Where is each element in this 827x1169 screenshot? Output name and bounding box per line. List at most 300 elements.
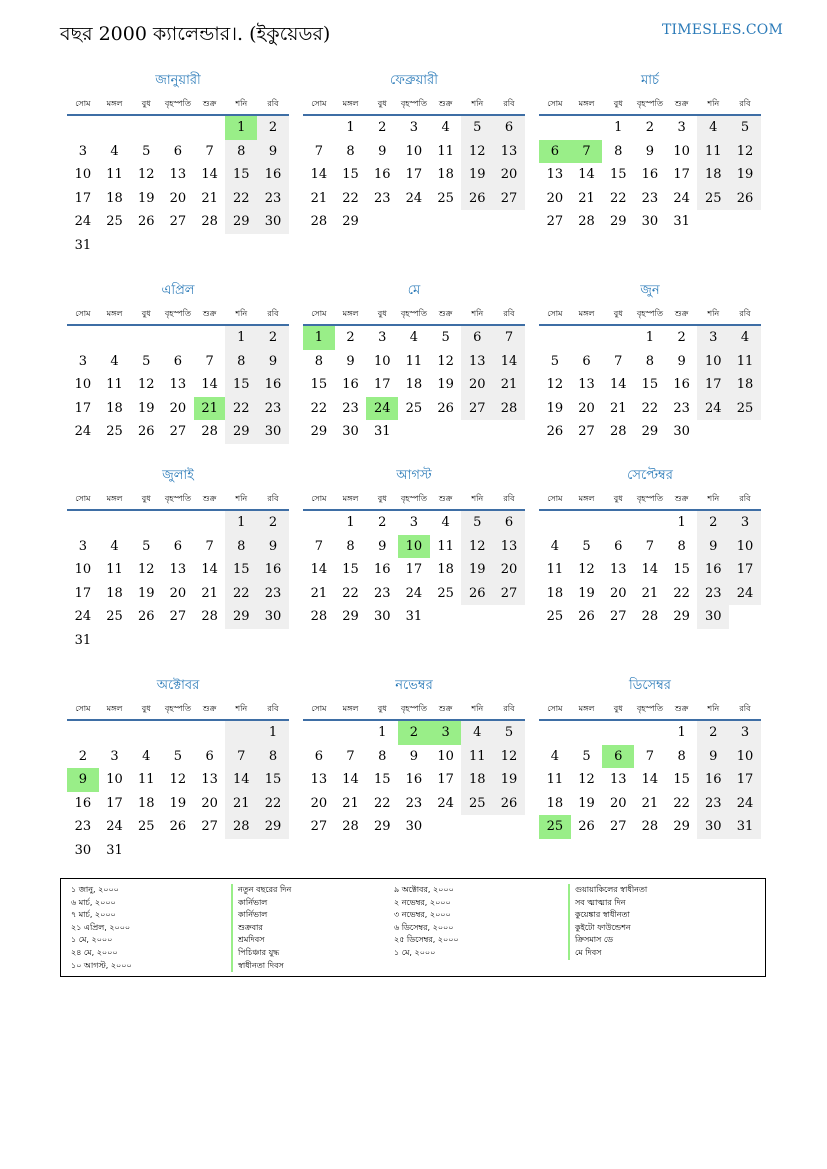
day-cell[interactable]: 30 — [673, 424, 690, 439]
day-cell[interactable]: 24 — [673, 190, 690, 206]
holiday-day-cell[interactable]: 6 — [539, 140, 571, 164]
day-cell[interactable]: 3 — [677, 120, 686, 135]
day-cell[interactable]: 1 — [346, 120, 355, 135]
day-cell[interactable]: 29 — [641, 424, 659, 439]
holiday-day-cell[interactable]: 1 — [225, 116, 257, 140]
day-cell[interactable]: 8 — [614, 143, 623, 159]
day-cell[interactable]: 6 — [314, 748, 323, 764]
day-cell[interactable]: 9 — [697, 535, 729, 559]
day-cell[interactable]: 6 — [173, 538, 183, 554]
day-cell[interactable]: 18 — [437, 167, 454, 182]
day-cell[interactable]: 1 — [225, 511, 257, 535]
day-cell[interactable]: 21 — [201, 585, 218, 601]
day-cell[interactable]: 5 — [461, 116, 493, 140]
day-cell[interactable]: 12 — [137, 377, 155, 392]
day-cell[interactable]: 14 — [641, 772, 659, 787]
day-cell[interactable]: 23 — [257, 397, 289, 421]
day-cell[interactable]: 20 — [461, 373, 493, 397]
day-cell[interactable]: 21 — [201, 190, 218, 206]
day-cell[interactable]: 22 — [225, 397, 257, 421]
day-cell[interactable]: 2 — [378, 515, 387, 530]
day-cell[interactable]: 12 — [437, 353, 454, 369]
day-cell[interactable]: 18 — [697, 163, 729, 187]
day-cell[interactable]: 19 — [729, 163, 761, 187]
day-cell[interactable]: 23 — [641, 190, 659, 206]
day-cell[interactable]: 15 — [609, 167, 627, 182]
day-cell[interactable]: 26 — [137, 609, 155, 624]
day-cell[interactable]: 22 — [641, 400, 659, 416]
day-cell[interactable]: 17 — [673, 167, 690, 182]
day-cell[interactable]: 11 — [437, 143, 454, 159]
day-cell[interactable]: 4 — [110, 353, 119, 369]
holiday-day-cell[interactable]: 24 — [366, 397, 398, 421]
day-cell[interactable]: 4 — [441, 515, 450, 530]
day-cell[interactable]: 15 — [257, 768, 289, 792]
day-cell[interactable]: 9 — [378, 143, 387, 159]
day-cell[interactable]: 23 — [342, 400, 359, 416]
day-cell[interactable]: 8 — [225, 350, 257, 374]
day-cell[interactable]: 21 — [310, 190, 328, 206]
day-cell[interactable]: 8 — [225, 140, 257, 164]
day-cell[interactable]: 15 — [373, 772, 391, 787]
day-cell[interactable]: 1 — [677, 725, 686, 740]
day-cell[interactable]: 12 — [546, 377, 564, 392]
day-cell[interactable]: 4 — [697, 116, 729, 140]
day-cell[interactable]: 10 — [697, 350, 729, 374]
day-cell[interactable]: 15 — [342, 167, 359, 182]
day-cell[interactable]: 26 — [546, 424, 564, 439]
day-cell[interactable]: 21 — [578, 190, 595, 206]
day-cell[interactable]: 23 — [373, 190, 391, 206]
day-cell[interactable]: 7 — [205, 143, 214, 159]
day-cell[interactable]: 20 — [201, 795, 218, 811]
day-cell[interactable]: 2 — [677, 330, 686, 345]
day-cell[interactable]: 25 — [405, 400, 423, 416]
day-cell[interactable]: 1 — [257, 721, 289, 745]
day-cell[interactable]: 22 — [342, 190, 359, 206]
day-cell[interactable]: 30 — [697, 605, 729, 629]
day-cell[interactable]: 11 — [405, 353, 423, 369]
day-cell[interactable]: 18 — [405, 377, 423, 392]
day-cell[interactable]: 10 — [673, 143, 690, 159]
day-cell[interactable]: 30 — [74, 842, 92, 858]
day-cell[interactable]: 13 — [609, 562, 627, 577]
day-cell[interactable]: 11 — [106, 377, 123, 392]
day-cell[interactable]: 16 — [641, 167, 659, 182]
day-cell[interactable]: 19 — [493, 768, 525, 792]
day-cell[interactable]: 26 — [137, 214, 155, 229]
day-cell[interactable]: 13 — [493, 140, 525, 164]
day-cell[interactable]: 19 — [137, 585, 155, 601]
day-cell[interactable]: 11 — [106, 562, 123, 577]
day-cell[interactable]: 31 — [673, 214, 690, 229]
day-cell[interactable]: 16 — [697, 558, 729, 582]
day-cell[interactable]: 27 — [169, 214, 187, 229]
day-cell[interactable]: 6 — [205, 748, 214, 764]
day-cell[interactable]: 28 — [342, 819, 359, 834]
day-cell[interactable]: 14 — [225, 768, 257, 792]
day-cell[interactable]: 24 — [405, 190, 423, 206]
day-cell[interactable]: 22 — [310, 400, 328, 416]
day-cell[interactable]: 30 — [257, 210, 289, 234]
holiday-day-cell[interactable]: 25 — [539, 815, 571, 839]
day-cell[interactable]: 24 — [74, 609, 92, 624]
day-cell[interactable]: 4 — [142, 748, 151, 764]
day-cell[interactable]: 27 — [609, 609, 627, 624]
day-cell[interactable]: 4 — [461, 721, 493, 745]
day-cell[interactable]: 11 — [546, 562, 564, 577]
day-cell[interactable]: 22 — [673, 585, 690, 601]
day-cell[interactable]: 19 — [137, 400, 155, 416]
day-cell[interactable]: 8 — [378, 748, 387, 764]
day-cell[interactable]: 14 — [310, 562, 328, 577]
day-cell[interactable]: 1 — [225, 326, 257, 350]
day-cell[interactable]: 11 — [729, 350, 761, 374]
day-cell[interactable]: 28 — [201, 424, 218, 439]
day-cell[interactable]: 20 — [609, 795, 627, 811]
day-cell[interactable]: 6 — [493, 511, 525, 535]
day-cell[interactable]: 7 — [645, 748, 655, 764]
day-cell[interactable]: 12 — [493, 745, 525, 769]
day-cell[interactable]: 16 — [257, 163, 289, 187]
day-cell[interactable]: 18 — [137, 795, 155, 811]
day-cell[interactable]: 30 — [257, 605, 289, 629]
day-cell[interactable]: 14 — [310, 167, 328, 182]
day-cell[interactable]: 27 — [169, 609, 187, 624]
day-cell[interactable]: 14 — [493, 350, 525, 374]
day-cell[interactable]: 17 — [697, 373, 729, 397]
day-cell[interactable]: 21 — [342, 795, 359, 811]
day-cell[interactable]: 13 — [493, 535, 525, 559]
day-cell[interactable]: 10 — [74, 167, 92, 182]
site-link[interactable]: TIMESLES.COM — [662, 22, 783, 38]
day-cell[interactable]: 21 — [310, 585, 328, 601]
day-cell[interactable]: 4 — [110, 538, 119, 554]
day-cell[interactable]: 11 — [546, 772, 564, 787]
day-cell[interactable]: 2 — [697, 721, 729, 745]
day-cell[interactable]: 13 — [578, 377, 595, 392]
day-cell[interactable]: 21 — [641, 585, 659, 601]
day-cell[interactable]: 5 — [142, 353, 151, 369]
day-cell[interactable]: 25 — [106, 424, 123, 439]
day-cell[interactable]: 3 — [729, 721, 761, 745]
day-cell[interactable]: 6 — [582, 353, 591, 369]
day-cell[interactable]: 29 — [673, 819, 690, 834]
day-cell[interactable]: 18 — [106, 190, 123, 206]
day-cell[interactable]: 12 — [137, 562, 155, 577]
day-cell[interactable]: 23 — [257, 187, 289, 211]
day-cell[interactable]: 15 — [225, 558, 257, 582]
day-cell[interactable]: 5 — [582, 748, 591, 764]
day-cell[interactable]: 4 — [550, 538, 559, 554]
day-cell[interactable]: 9 — [346, 353, 355, 369]
day-cell[interactable]: 4 — [110, 143, 119, 159]
day-cell[interactable]: 11 — [697, 140, 729, 164]
day-cell[interactable]: 8 — [346, 538, 355, 554]
day-cell[interactable]: 18 — [437, 562, 454, 577]
day-cell[interactable]: 16 — [257, 558, 289, 582]
day-cell[interactable]: 2 — [346, 330, 355, 345]
day-cell[interactable]: 14 — [609, 377, 627, 392]
day-cell[interactable]: 10 — [405, 143, 423, 159]
day-cell[interactable]: 30 — [257, 420, 289, 444]
day-cell[interactable]: 31 — [405, 609, 423, 624]
day-cell[interactable]: 14 — [578, 167, 595, 182]
day-cell[interactable]: 22 — [373, 795, 391, 811]
day-cell[interactable]: 22 — [342, 585, 359, 601]
day-cell[interactable]: 26 — [461, 582, 493, 606]
day-cell[interactable]: 29 — [342, 609, 359, 624]
day-cell[interactable]: 20 — [310, 795, 328, 811]
day-cell[interactable]: 8 — [677, 538, 686, 554]
holiday-day-cell[interactable]: 21 — [194, 397, 226, 421]
day-cell[interactable]: 20 — [169, 190, 187, 206]
day-cell[interactable]: 27 — [493, 582, 525, 606]
day-cell[interactable]: 22 — [609, 190, 627, 206]
day-cell[interactable]: 13 — [169, 562, 187, 577]
day-cell[interactable]: 10 — [373, 353, 391, 369]
day-cell[interactable]: 15 — [673, 562, 690, 577]
day-cell[interactable]: 25 — [137, 819, 155, 834]
day-cell[interactable]: 13 — [201, 772, 218, 787]
day-cell[interactable]: 26 — [137, 424, 155, 439]
day-cell[interactable]: 19 — [578, 795, 595, 811]
day-cell[interactable]: 25 — [437, 585, 454, 601]
day-cell[interactable]: 23 — [373, 585, 391, 601]
day-cell[interactable]: 10 — [74, 562, 92, 577]
day-cell[interactable]: 19 — [437, 377, 454, 392]
day-cell[interactable]: 26 — [578, 819, 595, 834]
day-cell[interactable]: 24 — [74, 214, 92, 229]
holiday-day-cell[interactable]: 2 — [398, 721, 430, 745]
day-cell[interactable]: 24 — [437, 795, 454, 811]
day-cell[interactable]: 17 — [405, 167, 423, 182]
day-cell[interactable]: 10 — [729, 535, 761, 559]
day-cell[interactable]: 30 — [342, 424, 359, 439]
day-cell[interactable]: 16 — [673, 377, 690, 392]
day-cell[interactable]: 15 — [641, 377, 659, 392]
day-cell[interactable]: 29 — [310, 424, 328, 439]
day-cell[interactable]: 8 — [346, 143, 355, 159]
day-cell[interactable]: 12 — [729, 140, 761, 164]
day-cell[interactable]: 23 — [697, 792, 729, 816]
day-cell[interactable]: 31 — [74, 632, 92, 648]
day-cell[interactable]: 20 — [546, 190, 564, 206]
holiday-day-cell[interactable]: 6 — [602, 745, 634, 769]
day-cell[interactable]: 3 — [378, 330, 387, 345]
day-cell[interactable]: 29 — [342, 214, 359, 229]
day-cell[interactable]: 15 — [225, 373, 257, 397]
day-cell[interactable]: 19 — [169, 795, 187, 811]
day-cell[interactable]: 17 — [74, 400, 92, 416]
day-cell[interactable]: 26 — [169, 819, 187, 834]
day-cell[interactable]: 7 — [314, 538, 323, 554]
day-cell[interactable]: 2 — [257, 326, 289, 350]
day-cell[interactable]: 13 — [310, 772, 328, 787]
day-cell[interactable]: 11 — [437, 538, 454, 554]
day-cell[interactable]: 28 — [201, 609, 218, 624]
day-cell[interactable]: 2 — [378, 120, 387, 135]
day-cell[interactable]: 14 — [641, 562, 659, 577]
day-cell[interactable]: 13 — [169, 377, 187, 392]
day-cell[interactable]: 23 — [257, 582, 289, 606]
day-cell[interactable]: 9 — [697, 745, 729, 769]
day-cell[interactable]: 20 — [169, 585, 187, 601]
day-cell[interactable]: 13 — [546, 167, 564, 182]
holiday-day-cell[interactable]: 3 — [430, 721, 462, 745]
day-cell[interactable]: 15 — [310, 377, 328, 392]
day-cell[interactable]: 24 — [106, 819, 123, 834]
day-cell[interactable]: 16 — [74, 795, 92, 811]
day-cell[interactable]: 17 — [373, 377, 391, 392]
day-cell[interactable]: 23 — [405, 795, 423, 811]
day-cell[interactable]: 25 — [697, 187, 729, 211]
day-cell[interactable]: 27 — [493, 187, 525, 211]
holiday-day-cell[interactable]: 7 — [571, 140, 603, 164]
day-cell[interactable]: 16 — [373, 167, 391, 182]
day-cell[interactable]: 18 — [106, 585, 123, 601]
day-cell[interactable]: 31 — [729, 815, 761, 839]
day-cell[interactable]: 6 — [614, 538, 623, 554]
day-cell[interactable]: 16 — [257, 373, 289, 397]
day-cell[interactable]: 8 — [225, 535, 257, 559]
day-cell[interactable]: 5 — [493, 721, 525, 745]
day-cell[interactable]: 9 — [409, 748, 419, 764]
day-cell[interactable]: 17 — [74, 190, 92, 206]
day-cell[interactable]: 6 — [173, 143, 183, 159]
day-cell[interactable]: 31 — [74, 237, 92, 253]
day-cell[interactable]: 24 — [74, 424, 92, 439]
day-cell[interactable]: 3 — [78, 353, 87, 369]
day-cell[interactable]: 1 — [614, 120, 623, 135]
day-cell[interactable]: 2 — [645, 120, 655, 135]
day-cell[interactable]: 28 — [641, 819, 659, 834]
day-cell[interactable]: 29 — [225, 420, 257, 444]
day-cell[interactable]: 31 — [373, 424, 391, 439]
day-cell[interactable]: 26 — [461, 187, 493, 211]
day-cell[interactable]: 25 — [106, 609, 123, 624]
day-cell[interactable]: 16 — [405, 772, 423, 787]
day-cell[interactable]: 17 — [729, 558, 761, 582]
day-cell[interactable]: 20 — [578, 400, 595, 416]
day-cell[interactable]: 20 — [169, 400, 187, 416]
day-cell[interactable]: 2 — [257, 511, 289, 535]
day-cell[interactable]: 27 — [201, 819, 218, 834]
holiday-day-cell[interactable]: 9 — [67, 768, 99, 792]
day-cell[interactable]: 18 — [106, 400, 123, 416]
day-cell[interactable]: 24 — [697, 397, 729, 421]
day-cell[interactable]: 25 — [437, 190, 454, 206]
day-cell[interactable]: 3 — [409, 120, 419, 135]
day-cell[interactable]: 3 — [697, 326, 729, 350]
day-cell[interactable]: 17 — [74, 585, 92, 601]
day-cell[interactable]: 7 — [493, 326, 525, 350]
day-cell[interactable]: 1 — [378, 725, 387, 740]
day-cell[interactable]: 14 — [201, 167, 218, 182]
holiday-day-cell[interactable]: 1 — [303, 326, 335, 350]
day-cell[interactable]: 1 — [677, 515, 686, 530]
day-cell[interactable]: 3 — [78, 143, 87, 159]
day-cell[interactable]: 23 — [697, 582, 729, 606]
day-cell[interactable]: 28 — [225, 815, 257, 839]
day-cell[interactable]: 22 — [257, 792, 289, 816]
day-cell[interactable]: 12 — [461, 535, 493, 559]
day-cell[interactable]: 1 — [645, 330, 655, 345]
day-cell[interactable]: 18 — [546, 795, 564, 811]
day-cell[interactable]: 19 — [137, 190, 155, 206]
day-cell[interactable]: 28 — [201, 214, 218, 229]
day-cell[interactable]: 22 — [225, 582, 257, 606]
day-cell[interactable]: 16 — [342, 377, 359, 392]
day-cell[interactable]: 13 — [169, 167, 187, 182]
day-cell[interactable]: 17 — [729, 768, 761, 792]
day-cell[interactable]: 30 — [373, 609, 391, 624]
day-cell[interactable]: 20 — [493, 558, 525, 582]
day-cell[interactable]: 5 — [461, 511, 493, 535]
day-cell[interactable]: 23 — [673, 400, 690, 416]
day-cell[interactable]: 6 — [493, 116, 525, 140]
day-cell[interactable]: 30 — [697, 815, 729, 839]
day-cell[interactable]: 29 — [225, 210, 257, 234]
day-cell[interactable]: 9 — [378, 538, 387, 554]
day-cell[interactable]: 28 — [578, 214, 595, 229]
day-cell[interactable]: 28 — [609, 424, 627, 439]
day-cell[interactable]: 14 — [201, 562, 218, 577]
day-cell[interactable]: 14 — [201, 377, 218, 392]
day-cell[interactable]: 30 — [641, 214, 659, 229]
day-cell[interactable]: 5 — [142, 143, 151, 159]
day-cell[interactable]: 9 — [645, 143, 655, 159]
day-cell[interactable]: 9 — [257, 140, 289, 164]
day-cell[interactable]: 28 — [493, 397, 525, 421]
day-cell[interactable]: 27 — [169, 424, 187, 439]
day-cell[interactable]: 12 — [578, 562, 595, 577]
day-cell[interactable]: 22 — [673, 795, 690, 811]
day-cell[interactable]: 29 — [225, 605, 257, 629]
day-cell[interactable]: 26 — [437, 400, 454, 416]
day-cell[interactable]: 26 — [578, 609, 595, 624]
day-cell[interactable]: 24 — [729, 792, 761, 816]
day-cell[interactable]: 28 — [310, 214, 328, 229]
day-cell[interactable]: 19 — [461, 558, 493, 582]
day-cell[interactable]: 7 — [346, 748, 355, 764]
day-cell[interactable]: 18 — [461, 768, 493, 792]
day-cell[interactable]: 4 — [409, 330, 419, 345]
day-cell[interactable]: 1 — [346, 515, 355, 530]
day-cell[interactable]: 7 — [205, 538, 214, 554]
holiday-day-cell[interactable]: 10 — [398, 535, 430, 559]
day-cell[interactable]: 11 — [106, 167, 123, 182]
day-cell[interactable]: 5 — [550, 353, 559, 369]
day-cell[interactable]: 26 — [729, 187, 761, 211]
day-cell[interactable]: 18 — [546, 585, 564, 601]
day-cell[interactable]: 4 — [729, 326, 761, 350]
day-cell[interactable]: 10 — [74, 377, 92, 392]
day-cell[interactable]: 29 — [257, 815, 289, 839]
day-cell[interactable]: 27 — [578, 424, 595, 439]
day-cell[interactable]: 9 — [257, 350, 289, 374]
day-cell[interactable]: 29 — [373, 819, 391, 834]
day-cell[interactable]: 17 — [405, 562, 423, 577]
day-cell[interactable]: 10 — [106, 772, 123, 787]
day-cell[interactable]: 4 — [441, 120, 450, 135]
day-cell[interactable]: 5 — [729, 116, 761, 140]
day-cell[interactable]: 15 — [225, 163, 257, 187]
day-cell[interactable]: 23 — [74, 819, 92, 834]
day-cell[interactable]: 11 — [461, 745, 493, 769]
day-cell[interactable]: 20 — [609, 585, 627, 601]
day-cell[interactable]: 27 — [609, 819, 627, 834]
